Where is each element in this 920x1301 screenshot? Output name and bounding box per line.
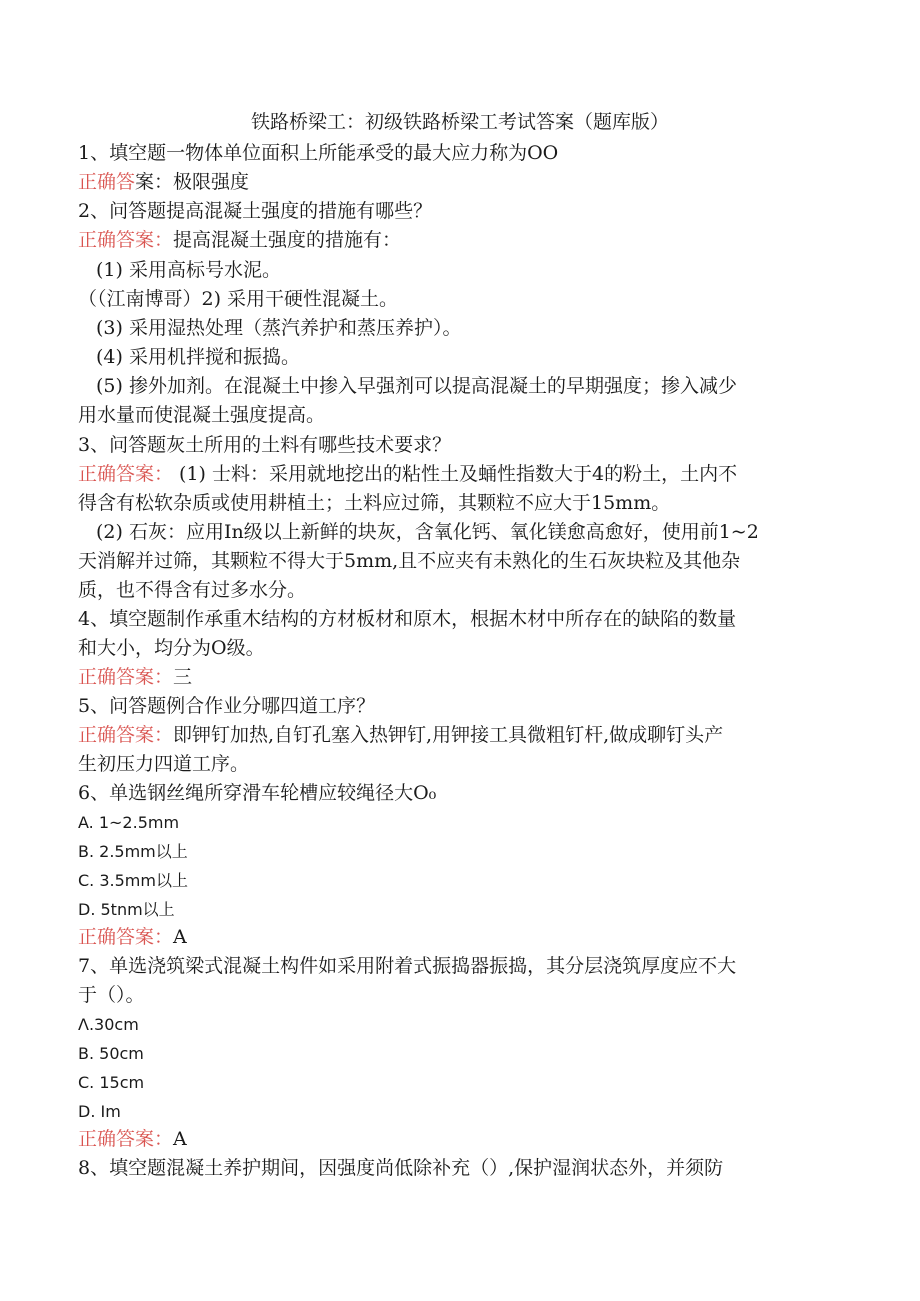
- answer-3-item-2-cont: 天消解并过筛，其颗粒不得大于5mm,且不应夹有未熟化的生石灰块粒及其他杂: [78, 550, 741, 572]
- answer-label: 正确答案：: [78, 666, 174, 688]
- answer-label: 正确答案：: [78, 724, 174, 746]
- question-2: 2、问答题提高混凝土强度的措施有哪些？: [78, 200, 433, 222]
- answer-2-item-4: (4) 采用机拌搅和振捣。: [96, 346, 300, 368]
- answer-4: [78, 663, 848, 692]
- option-7-c: C. 15cm: [78, 1073, 145, 1092]
- option-6-a: A. 1~2.5mm: [78, 813, 180, 832]
- question-1: 1、填空题一物体单位面积上所能承受的最大应力称为OO: [78, 142, 559, 164]
- answer-2-item-1: (1) 采用高标号水泥。: [96, 259, 281, 281]
- answer-label: 正确答: [78, 171, 136, 193]
- answer-label: 正确答案：: [78, 1128, 174, 1150]
- answer-5: [78, 721, 848, 750]
- question-3: 3、问答题灰土所用的土料有哪些技术要求？: [78, 434, 452, 456]
- answer-1: [78, 168, 848, 197]
- option-6-b: B. 2.5mm以上: [78, 842, 188, 861]
- question-6: 6、单选钢丝绳所穿滑车轮槽应较绳径大O₀: [78, 782, 437, 804]
- question-7-cont: 于（）。: [78, 984, 145, 1006]
- option-7-d: D. Im: [78, 1102, 121, 1121]
- answer-5-cont: 生初压力四道工序。: [78, 753, 250, 775]
- answer-2-text: 提高混凝土强度的措施有：: [173, 229, 402, 251]
- question-7: 7、单选浇筑梁式混凝土构件如采用附着式振捣器振捣，其分层浇筑厚度应不大: [78, 955, 737, 977]
- answer-6-text: A: [173, 926, 187, 948]
- answer-5-text: 即钾钉加热,自钉孔塞入热钾钉,用钾接工具微粗钉杆,做成聊钉头产: [173, 724, 724, 746]
- answer-label: 正确答案：: [78, 229, 174, 251]
- question-4-cont: 和大小，均分为O级。: [78, 637, 265, 659]
- answer-label: 正确答案：: [78, 926, 174, 948]
- answer-3-cont: 得含有松软杂质或使用耕植土；土料应过筛，其颗粒不应大于15mm。: [78, 492, 671, 514]
- option-7-b: B. 50cm: [78, 1044, 144, 1063]
- answer-6: [78, 923, 848, 952]
- option-6-d: D. 5tnm以上: [78, 900, 175, 919]
- answer-1-text: 案：极限强度: [135, 171, 250, 193]
- answer-3-item-2: (2) 石灰：应用In级以上新鲜的块灰，含氧化钙、氧化镁愈高愈好，使用前1~2: [96, 521, 759, 543]
- answer-2-item-3: (3) 采用湿热处理（蒸汽养护和蒸压养护）。: [96, 317, 462, 339]
- answer-7-text: A: [173, 1128, 187, 1150]
- option-7-a: Λ.30cm: [78, 1015, 139, 1034]
- question-5: 5、问答题例合作业分哪四道工序？: [78, 695, 376, 717]
- answer-4-text: 三: [173, 666, 193, 688]
- question-8: 8、填空题混凝土养护期间，因强度尚低除补充（）,保护湿润状态外，并须防: [78, 1157, 724, 1179]
- answer-2-item-5-cont: 用水量而使混凝土强度提高。: [78, 404, 326, 426]
- page-title: 铁路桥梁工：初级铁路桥梁工考试答案（题库版）: [250, 111, 669, 133]
- option-6-c: C. 3.5mm以上: [78, 871, 188, 890]
- answer-label: 正确答案：: [78, 463, 174, 485]
- answer-7: [78, 1125, 848, 1154]
- answer-2-item-5: (5) 掺外加剂。在混凝土中掺入早强剂可以提高混凝土的早期强度；掺入减少: [96, 375, 737, 397]
- answer-2-item-2: （（江南博哥）2) 采用干硬性混凝土。: [78, 288, 399, 310]
- question-4: 4、填空题制作承重木结构的方材板材和原木，根据木材中所存在的缺陷的数量: [78, 608, 737, 630]
- answer-3-text: (1) 士料：采用就地挖出的粘性土及蛹性指数大于4的粉土，土内不: [173, 463, 738, 485]
- answer-3: [78, 460, 848, 489]
- answer-3-item-2-end: 质，也不得含有过多水分。: [78, 579, 307, 601]
- answer-2: [78, 226, 848, 255]
